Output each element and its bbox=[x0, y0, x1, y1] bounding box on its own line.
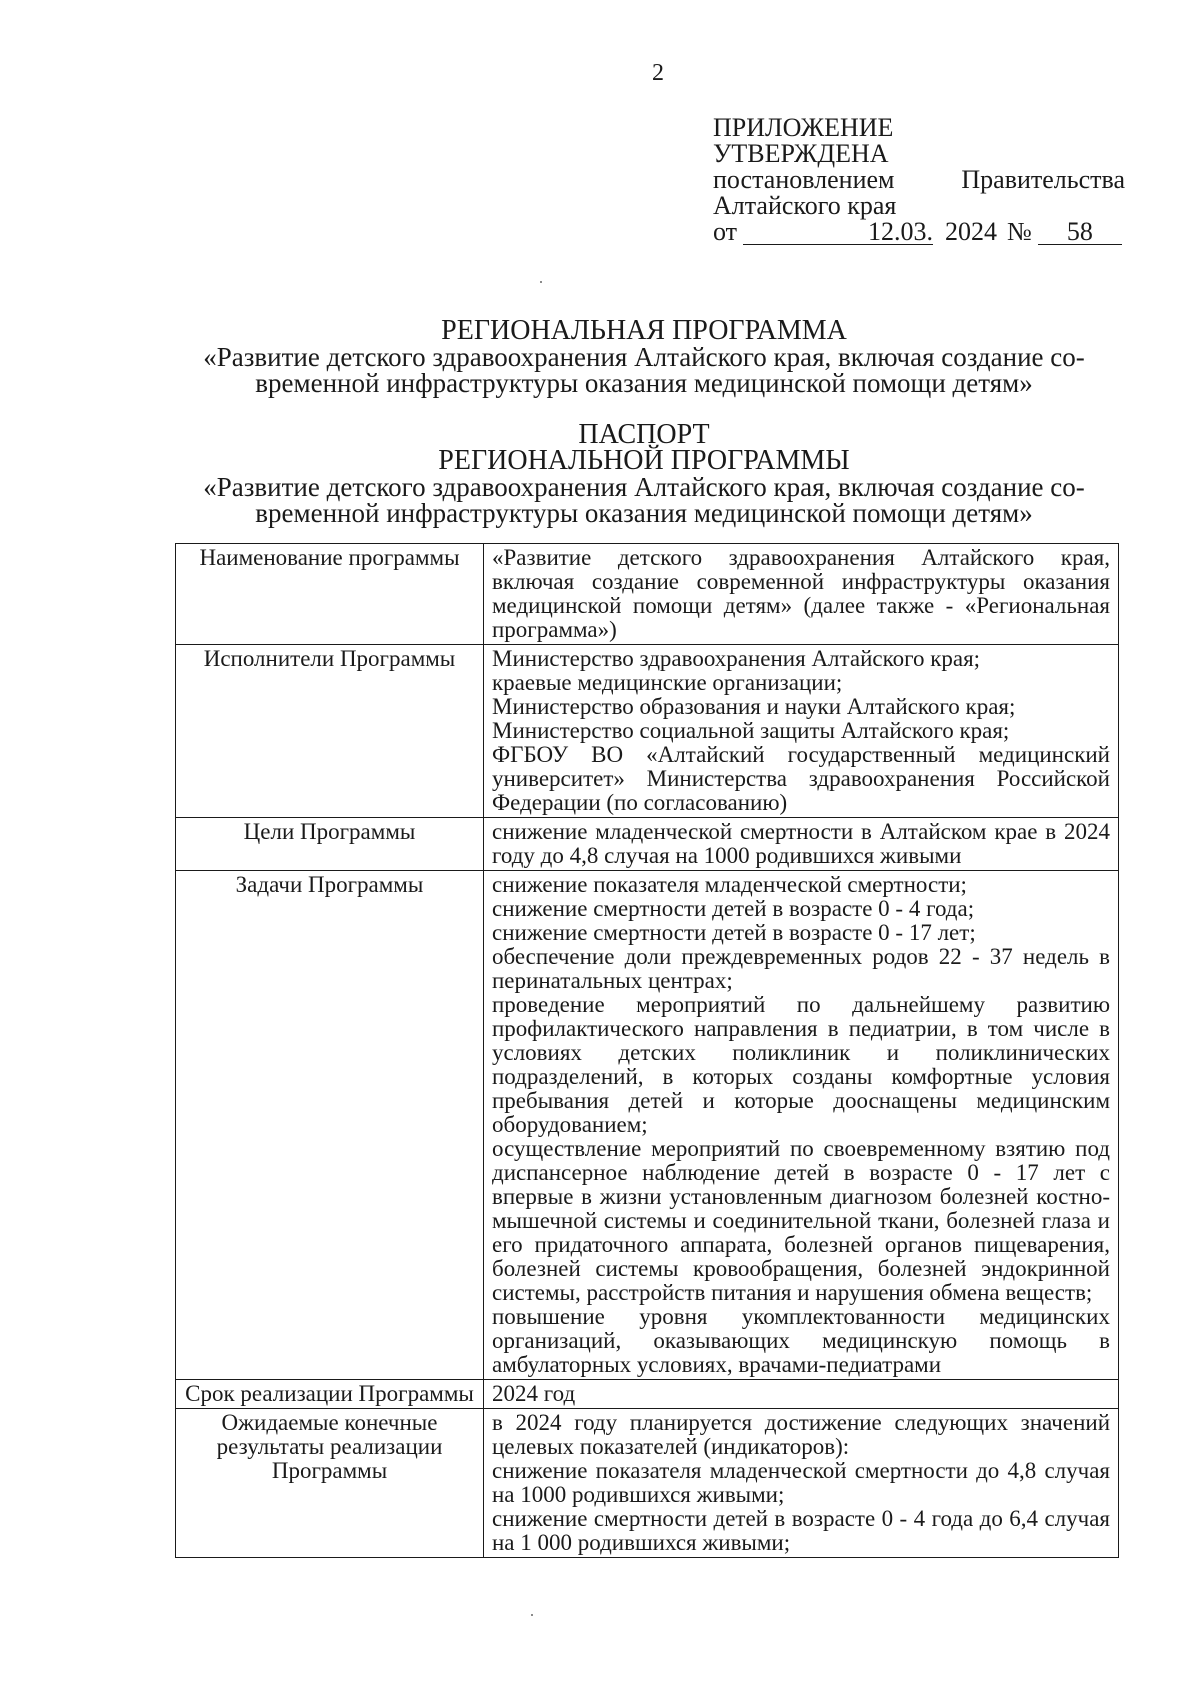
table-row bbox=[176, 645, 1119, 818]
approval-date-prefix: от bbox=[713, 217, 738, 246]
program-title: РЕГИОНАЛЬНАЯ ПРОГРАММА bbox=[441, 315, 847, 346]
passport-title-2: РЕГИОНАЛЬНОЙ ПРОГРАММЫ bbox=[438, 445, 850, 476]
table-cell-line: обеспечение доли преждевременных родов 22 - 37 недель в перинатальных центрах; bbox=[492, 944, 1110, 993]
table-cell-value bbox=[484, 645, 1119, 818]
table-cell-line: проведение мероприятий по дальнейшему развитию профилактического направления в педиатрии, в том числе в условиях детских поликлиник и поликлинических подразделений, в которых созданы комфортные условия пребывания детей и которые дооснащены медицинским оборудованием; bbox=[492, 992, 1110, 1137]
approval-resolution-line bbox=[713, 167, 1125, 193]
approval-number-sign: № bbox=[1007, 217, 1032, 246]
table-cell-line: снижение смертности детей в возрасте 0 - 4 года до 6,4 случая на 1 000 родившихся живыми; bbox=[492, 1506, 1110, 1555]
table-cell-label: Срок реализации Программы bbox=[176, 1380, 484, 1409]
table-cell-label: Наименование программы bbox=[176, 544, 484, 645]
table-cell-line: снижение показателя младенческой смертности; bbox=[492, 872, 967, 897]
table-cell-line: краевые медицинские организации; bbox=[492, 670, 843, 695]
scan-speck bbox=[540, 281, 542, 283]
table-cell-line: повышение уровня укомплектованности медицинских организаций, оказывающих медицинскую помощь в амбулаторных условиях, врачами-педиатрами bbox=[492, 1304, 1110, 1377]
table-cell-value: «Развитие детского здравоохранения Алтайского края, включая создание современной инфраструктуры оказания медицинской помощи детям» (далее также - «Региональная программа») bbox=[484, 544, 1119, 645]
table-cell-line: снижение смертности детей в возрасте 0 - 17 лет; bbox=[492, 920, 976, 945]
table-cell-label: Исполнители Программы bbox=[176, 645, 484, 818]
approval-government-word: Правительства bbox=[961, 165, 1125, 194]
table-cell-label: Задачи Программы bbox=[176, 871, 484, 1380]
approval-block bbox=[713, 115, 1125, 245]
approval-region: Алтайского края bbox=[713, 191, 897, 220]
table-row bbox=[176, 871, 1119, 1380]
approval-resolution-word: постановлением bbox=[713, 165, 895, 194]
table-cell-label: Ожидаемые конечные результаты реализации Программы bbox=[176, 1409, 484, 1558]
approval-date-line bbox=[713, 219, 1125, 245]
scan-speck bbox=[531, 1614, 533, 1616]
passport-title: ПАСПОРТ bbox=[578, 419, 710, 450]
page-number: 2 bbox=[652, 60, 664, 86]
table-cell-value bbox=[484, 871, 1119, 1380]
table-cell-line: Министерство здравоохранения Алтайского края; bbox=[492, 646, 981, 671]
table-cell-line: Министерство образования и науки Алтайского края; bbox=[492, 694, 1016, 719]
program-subtitle-line-1: «Развитие детского здравоохранения Алтайского края, включая создание со- bbox=[203, 342, 1085, 372]
table-cell-value bbox=[484, 1409, 1119, 1558]
passport-heading bbox=[160, 419, 1128, 528]
table-cell-value: 2024 год bbox=[484, 1380, 1119, 1409]
table-cell-line: ФГБОУ ВО «Алтайский государственный медицинский университет» Министерства здравоохранения Российской Федерации (по согласованию) bbox=[492, 742, 1110, 815]
table-cell-line: осуществление мероприятий по своевременному взятию под диспансерное наблюдение детей в возрасте 0 - 17 лет с впервые в жизни установленным диагнозом болезней костно-мышечной системы и соединительной ткани, болезней глаза и его придаточного аппарата, болезней органов пищеварения, болезней системы кровообращения, болезней эндокринной системы, расстройств питания и нарушения обмена веществ; bbox=[492, 1136, 1110, 1305]
table-cell-line: в 2024 году планируется достижение следующих значений целевых показателей (индикаторов): bbox=[492, 1410, 1110, 1459]
approval-approved-label: УТВЕРЖДЕНА bbox=[713, 139, 889, 168]
passport-subtitle-line-2: временной инфраструктуры оказания медицинской помощи детям» bbox=[255, 498, 1033, 528]
approval-appendix-label: ПРИЛОЖЕНИЕ bbox=[713, 113, 894, 142]
approval-date-value: 12.03. bbox=[743, 220, 933, 245]
table-cell-value: снижение младенческой смертности в Алтайском крае в 2024 году до 4,8 случая на 1000 родившихся живыми bbox=[484, 818, 1119, 871]
table-row bbox=[176, 1380, 1119, 1409]
table-cell-label: Цели Программы bbox=[176, 818, 484, 871]
table-row bbox=[176, 818, 1119, 871]
passport-table bbox=[175, 543, 1119, 1558]
table-row bbox=[176, 544, 1119, 645]
approval-number-value: 58 bbox=[1038, 220, 1122, 245]
program-subtitle-line-2: временной инфраструктуры оказания медицинской помощи детям» bbox=[255, 368, 1033, 398]
table-row bbox=[176, 1409, 1119, 1558]
passport-subtitle-line-1: «Развитие детского здравоохранения Алтайского края, включая создание со- bbox=[203, 472, 1085, 502]
table-cell-line: снижение смертности детей в возрасте 0 - 4 года; bbox=[492, 896, 975, 921]
table-cell-line: снижение показателя младенческой смертности до 4,8 случая на 1000 родившихся живыми; bbox=[492, 1458, 1110, 1507]
program-heading bbox=[160, 315, 1128, 398]
table-cell-line: Министерство социальной защиты Алтайского края; bbox=[492, 718, 1010, 743]
approval-year: 2024 bbox=[945, 217, 998, 246]
